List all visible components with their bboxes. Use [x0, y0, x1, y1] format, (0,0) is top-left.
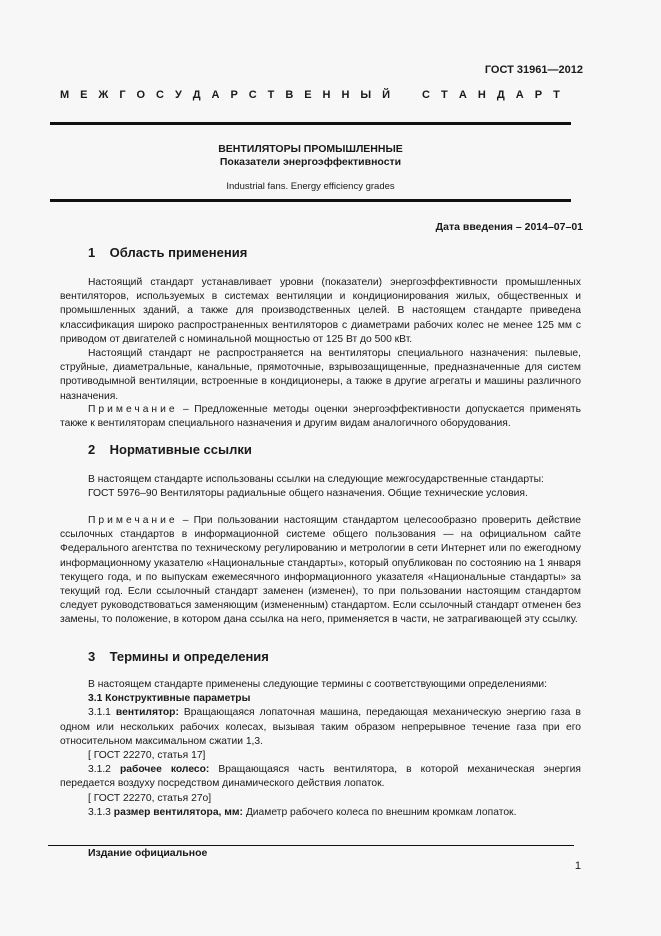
- banner-letter: Й: [382, 89, 390, 101]
- banner-letter: Т: [267, 89, 275, 101]
- banner-letter: С: [248, 89, 257, 101]
- standard-banner: [60, 89, 560, 101]
- banner-letter: Н: [322, 89, 331, 101]
- page-number: 1: [574, 860, 581, 872]
- title-sub: Показатели энергоэффективности: [219, 156, 402, 168]
- term-definition: Диаметр рабочего колеса по внешним кромкам лопаток.: [242, 806, 517, 818]
- header-rule-top: [50, 122, 571, 125]
- term-reference: [ ГОСТ 22270, статья 17]: [88, 750, 206, 762]
- banner-letter: Е: [80, 89, 88, 101]
- banner-letter: Д: [192, 89, 201, 101]
- title-english: Industrial fans. Energy efficiency grades: [226, 181, 395, 192]
- section-number: 2: [88, 442, 96, 457]
- banner-letter: Д: [496, 89, 505, 101]
- title-main: ВЕНТИЛЯТОРЫ ПРОМЫШЛЕННЫЕ: [218, 143, 403, 155]
- banner-letter: С: [156, 89, 164, 101]
- section-3-body: [60, 678, 581, 820]
- introduction-date: Дата введения – 2014–07–01: [435, 221, 583, 233]
- term-number: 3.1.2: [88, 764, 111, 776]
- note-label: Примечание: [88, 404, 178, 415]
- banner-letter: О: [136, 89, 146, 101]
- section-1-heading: [88, 245, 247, 260]
- section-1-body: [60, 276, 581, 404]
- banner-letter: А: [515, 89, 524, 101]
- term: вентилятор:: [115, 707, 179, 719]
- banner-letter: Г: [119, 89, 126, 101]
- note-text: – Предложенные методы оценки энергоэффективности допускается применять также к вентиляторам специального назначения и другим видам аналогичного оборудования.: [60, 404, 581, 430]
- paragraph: В настоящем стандарте применены следующие термины с соответствующими определениями:: [88, 679, 548, 690]
- section-2-body: [60, 473, 581, 501]
- banner-letter: У: [174, 89, 182, 101]
- section-2-heading: [88, 442, 252, 457]
- term-entry: [60, 806, 581, 820]
- term-reference: [ ГОСТ 22270, статья 27о]: [88, 792, 212, 804]
- paragraph: В настоящем стандарте использованы ссылки на следующие межгосударственные стандарты:: [88, 474, 544, 485]
- banner-interstate: [60, 89, 390, 101]
- banner-letter: Ж: [98, 89, 109, 101]
- reference-entry: ГОСТ 5976–90 Вентиляторы радиальные общего назначения. Общие технические условия.: [88, 488, 528, 500]
- term-entry: [60, 706, 581, 749]
- term-number: 3.1.3: [88, 806, 111, 818]
- banner-letter: А: [458, 89, 467, 101]
- header-rule-bottom: [50, 199, 571, 202]
- term-definition: Вращающаяся лопаточная машина, передающая механическую энергию газа в одном или нескольких рабочих колесах, вызывая таким образом непрерывное течение газа при его относительном максимальном сжатии 1,3.: [60, 707, 581, 747]
- note-label: Примечание: [88, 515, 178, 526]
- section-number: 3: [88, 649, 96, 664]
- term-definition: Вращающаяся часть вентилятора, в которой механическая энергия передается воздуху посредством динамического действия лопаток.: [60, 764, 581, 790]
- section-title: Нормативные ссылки: [109, 442, 252, 457]
- subsection-title: [60, 692, 581, 706]
- banner-letter: Т: [553, 89, 560, 101]
- banner-standard: [422, 89, 560, 101]
- section-title: Область применения: [109, 245, 248, 260]
- banner-letter: Р: [534, 89, 543, 101]
- paragraph: Настоящий стандарт устанавливает уровни (показатели) энергоэффективности промышленных вентиляторов, используемых в системах вентиляции и кондиционирования жилых, общественных и промышленных зданий, а также для производственных целей. В настоящем стандарте приведена классификация широко распространенных вентиляторов с диаметрами рабочих колес не менее 125 мм с приводом от двигателей с номинальной мощностью от 125 Вт до 500 кВт.: [60, 277, 581, 345]
- term-entry: [60, 763, 581, 791]
- banner-letter: Н: [477, 89, 486, 101]
- banner-letter: Е: [304, 89, 312, 101]
- section-number: 1: [88, 245, 96, 260]
- banner-letter: А: [211, 89, 220, 101]
- banner-letter: Н: [341, 89, 350, 101]
- banner-letter: С: [422, 89, 430, 101]
- document-code: ГОСТ 31961—2012: [484, 64, 583, 76]
- edition-label: Издание официальное: [88, 847, 208, 859]
- footer-rule: [48, 845, 574, 846]
- banner-letter: М: [60, 89, 70, 101]
- term: рабочее колесо:: [119, 764, 210, 776]
- section-2-note: [60, 514, 581, 628]
- term-number: 3.1.1: [88, 707, 111, 719]
- banner-letter: Ы: [360, 89, 372, 101]
- subsection-title-text: 3.1 Конструктивные параметры: [88, 693, 251, 705]
- section-1-note: [60, 403, 581, 431]
- section-3-heading: [88, 649, 269, 664]
- note-text: – При пользовании настоящим стандартом целесообразно проверить действие ссылочных стандартов в информационной системе общего пользования — на официальном сайте Федерального агентства по техническому регулированию и метрологии в сети Интернет или по ежегодному информационному указателю «Национальные стандарты», который опубликован по состоянию на 1 января текущего года, и по выпускам ежемесячного информационного указателя «Национальные стандарты» за текущий год. Если ссылочный стандарт заменен (изменен), то при пользовании настоящим стандартом следует руководствоваться заменяющим (измененным) стандартом. Если ссылочный стандарт отменен без замены, то положение, в котором дана ссылка на него, применяется в части, не затрагивающей эту ссылку.: [60, 515, 581, 626]
- banner-letter: Р: [230, 89, 238, 101]
- banner-letter: Т: [441, 89, 448, 101]
- paragraph: Настоящий стандарт не распространяется на вентиляторы специального назначения: пылевые, струйные, диаметральные, канальные, прямоточные, взрывозащищенные, предназначенные для систем противодымной вентиляции, встроенные в кондиционеры, а также в другие агрегаты и машины различного назначения.: [60, 348, 581, 402]
- term: размер вентилятора, мм:: [113, 806, 243, 818]
- banner-letter: В: [285, 89, 294, 101]
- section-title: Термины и определения: [109, 649, 269, 664]
